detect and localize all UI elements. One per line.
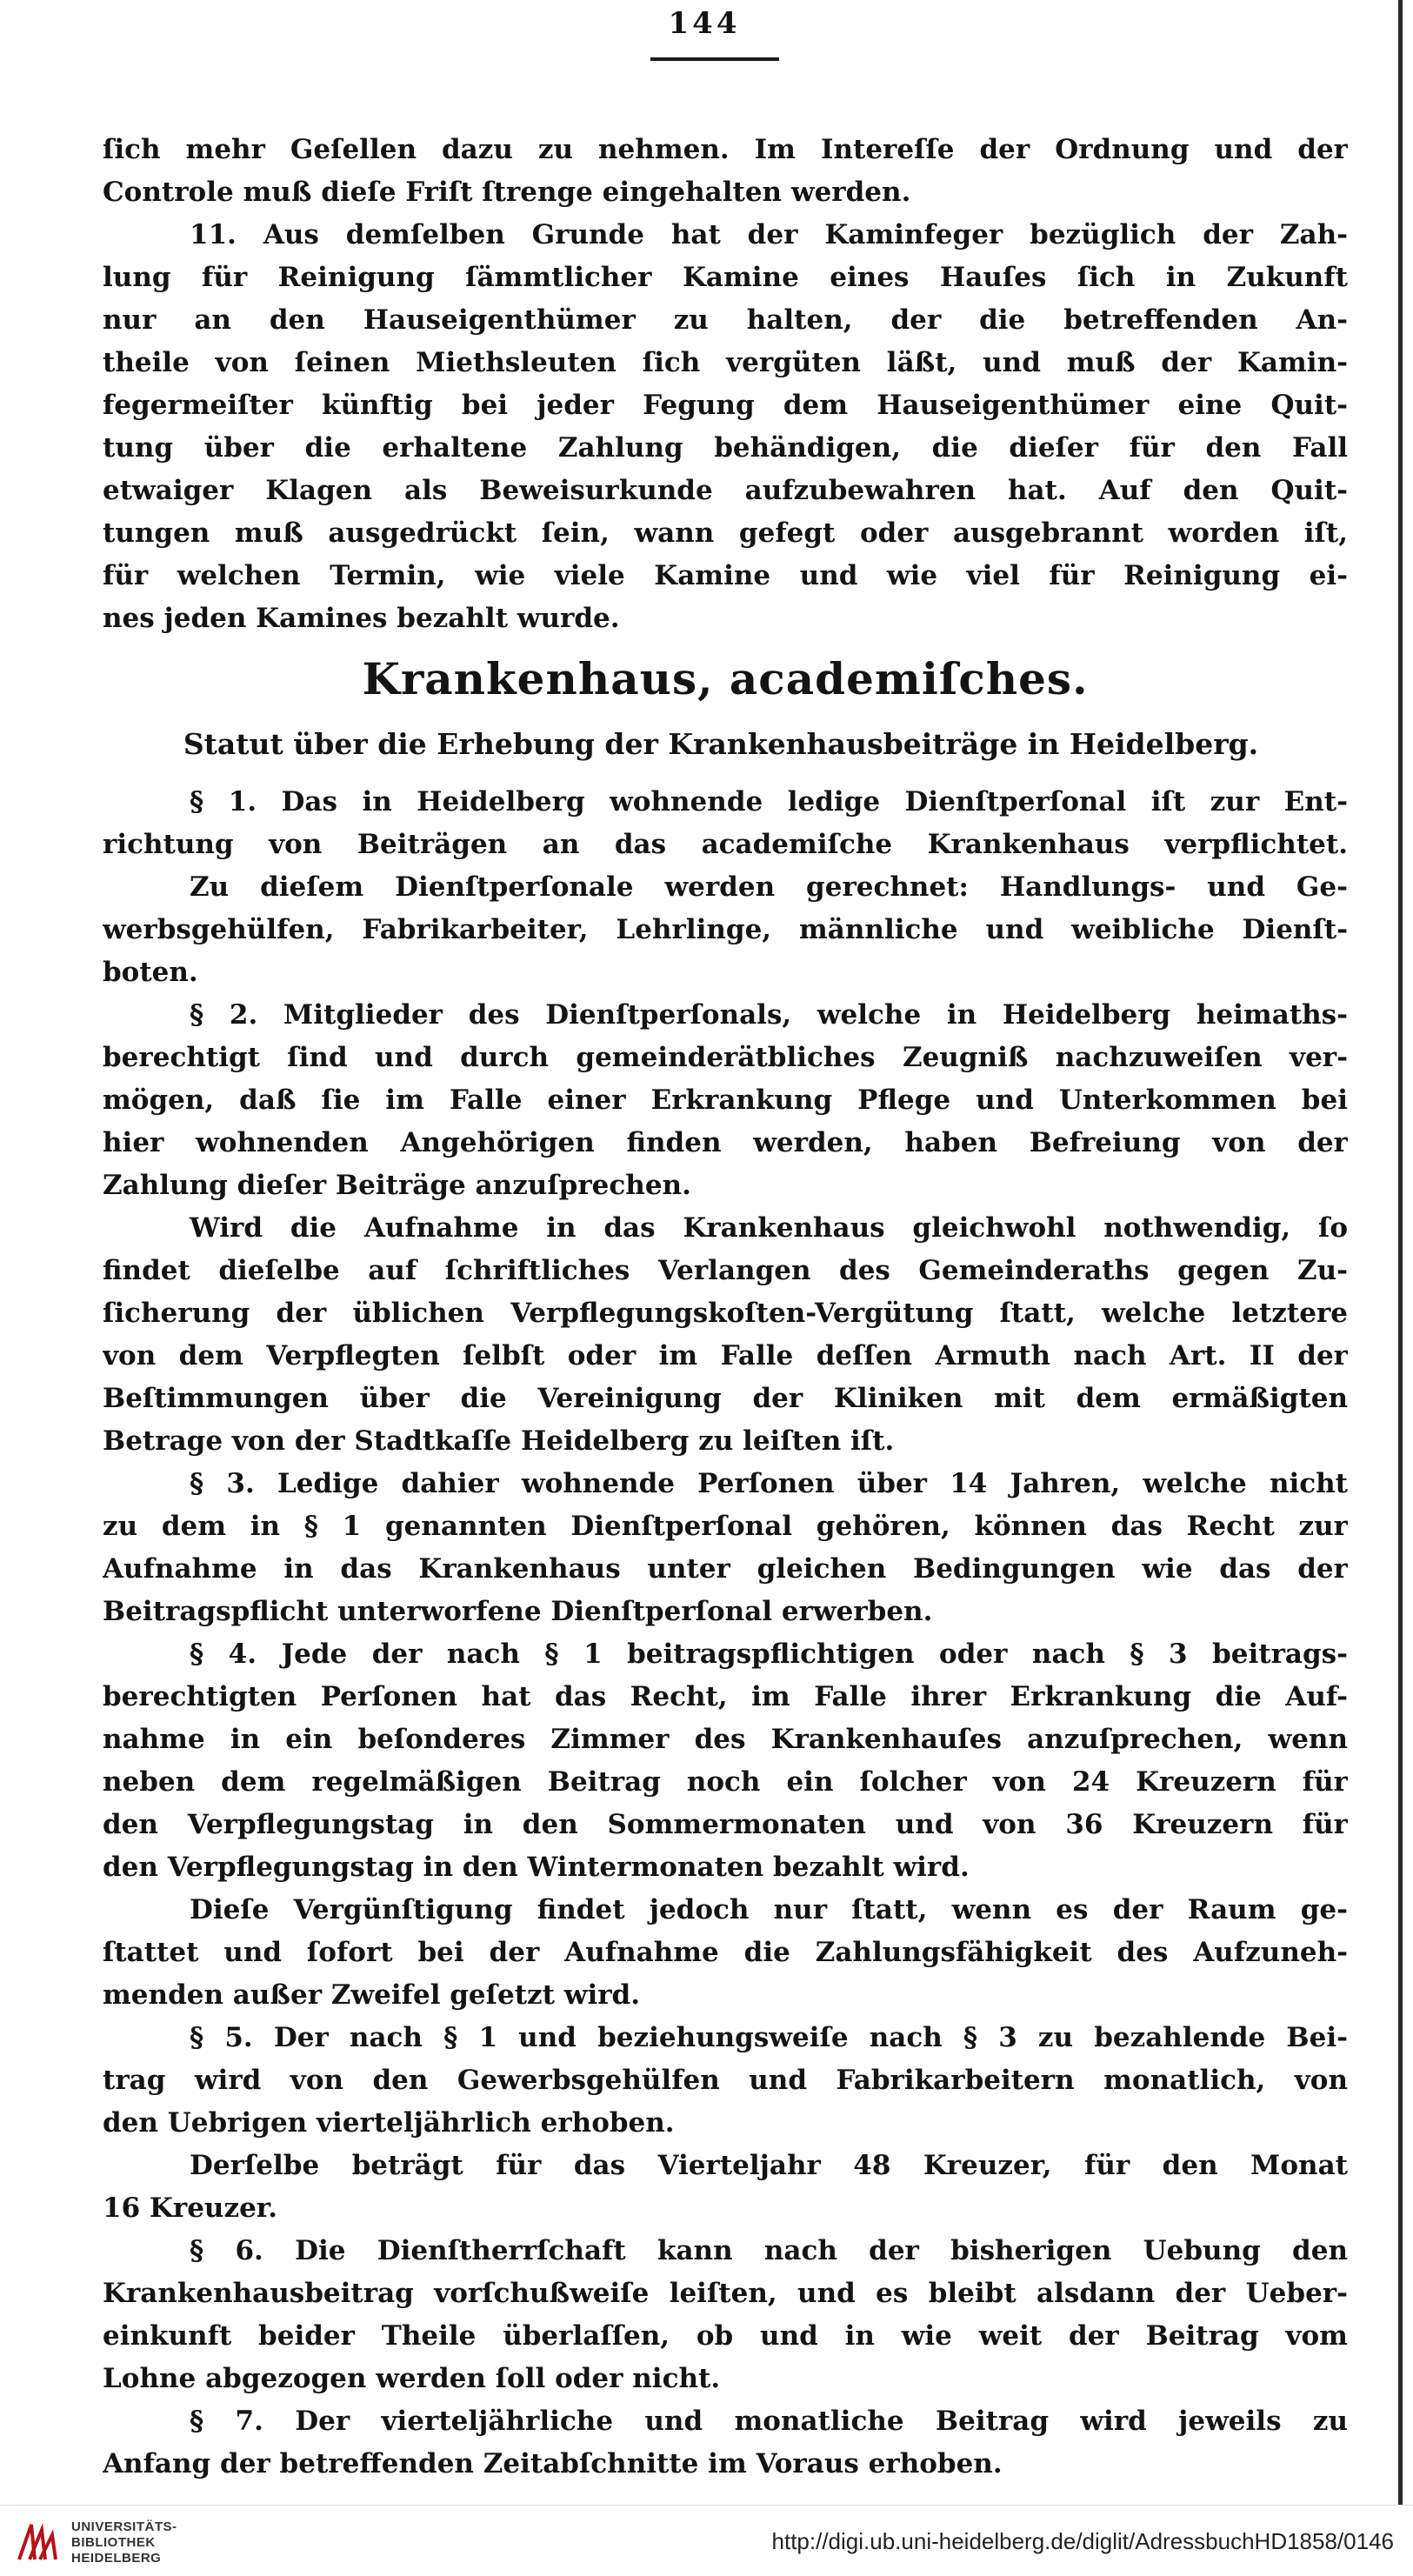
- text-line: Lohne abgezogen werden ſoll oder nicht.: [103, 2363, 721, 2394]
- text-line: nur an den Hauseigenthümer zu halten, der die betreffenden An-: [103, 304, 1348, 336]
- text-line: Controle muß dieſe Friſt ſtrenge eingehalten werden.: [103, 177, 911, 208]
- page-edge-rule: [1398, 0, 1403, 2505]
- page-text-block: [103, 129, 1348, 2486]
- library-name-line3: HEIDELBERG: [71, 2551, 162, 2566]
- source-link[interactable]: http://digi.ub.uni-heidelberg.de/diglit/AdressbuchHD1858/0146: [771, 2528, 1394, 2554]
- text-line: boten.: [103, 957, 198, 988]
- text-line: Beſtimmungen über die Vereinigung der Kliniken mit dem ermäßigten: [103, 1383, 1348, 1414]
- text-line: einkunft beider Theile überlaſſen, ob und in wie weit der Beitrag vom: [103, 2320, 1348, 2352]
- text-line: für welchen Termin, wie viele Kamine und wie viel für Reinigung ei-: [103, 560, 1348, 591]
- text-line: menden außer Zweifel geſetzt wird.: [103, 1979, 641, 2011]
- text-line: § 3. Ledige dahier wohnende Perſonen über 14 Jahren, welche nicht: [190, 1468, 1348, 1499]
- text-line: Aufnahme in das Krankenhaus unter gleichen Bedingungen wie das der: [103, 1553, 1348, 1585]
- page-number: 144: [668, 6, 741, 41]
- text-line: den Uebrigen vierteljährlich erhoben.: [103, 2107, 675, 2139]
- text-line: etwaiger Klagen als Beweisurkunde aufzubewahren hat. Auf den Quit-: [103, 475, 1348, 506]
- text-line: Anfang der betreffenden Zeitabſchnitte im Voraus erhoben.: [103, 2448, 1003, 2479]
- text-line: fegermeiſter künftig bei jeder Fegung dem Hauseigenthümer eine Quit-: [103, 390, 1348, 421]
- section-subheading: Statut über die Erhebung der Krankenhausbeiträge in Heidelberg.: [183, 727, 1259, 761]
- library-name-line1: UNIVERSITÄTS-: [71, 2519, 177, 2534]
- viewer-footer: [0, 2505, 1413, 2576]
- text-line: Zu dieſem Dienſtperſonale werden gerechnet: Handlungs- und Ge-: [190, 871, 1348, 903]
- text-line: neben dem regelmäßigen Beitrag noch ein ſolcher von 24 Kreuzern für: [103, 1766, 1348, 1798]
- text-line: berechtigten Perſonen hat das Recht, im Falle ihrer Erkrankung die Auf-: [103, 1681, 1348, 1712]
- text-line: nahme in ein beſonderes Zimmer des Krankenhauſes anzuſprechen, wenn: [103, 1724, 1348, 1755]
- text-line: den Verpflegungstag in den Wintermonaten bezahlt wird.: [103, 1852, 970, 1883]
- text-line: nes jeden Kamines bezahlt wurde.: [103, 603, 620, 634]
- spacer: [103, 771, 1348, 781]
- text-line: 11. Aus demſelben Grunde hat der Kaminfeger bezüglich der Zah-: [190, 219, 1348, 250]
- text-line: Wird die Aufnahme in das Krankenhaus gleichwohl nothwendig, ſo: [190, 1212, 1348, 1244]
- text-line: den Verpflegungstag in den Sommermonaten und von 36 Kreuzern für: [103, 1809, 1348, 1840]
- text-line: § 4. Jede der nach § 1 beitragspflichtigen oder nach § 3 beitrags-: [190, 1638, 1348, 1670]
- text-line: Betrage von der Stadtkaſſe Heidelberg zu leiſten iſt.: [103, 1425, 895, 1457]
- text-line: werbsgehülfen, Fabrikarbeiter, Lehrlinge, männliche und weibliche Dienſt-: [103, 914, 1348, 945]
- text-line: Dieſe Vergünſtigung findet jedoch nur ſtatt, wenn es der Raum ge-: [190, 1894, 1348, 1925]
- text-line: hier wohnenden Angehörigen finden werden, haben Befreiung von der: [103, 1127, 1348, 1158]
- section-heading: Krankenhaus, academiſches.: [362, 653, 1089, 704]
- text-line: 16 Kreuzer.: [103, 2192, 278, 2224]
- library-logo-icon: [14, 2518, 61, 2565]
- text-line: ſtattet und ſofort bei der Aufnahme die Zahlungsfähigkeit des Aufzuneh-: [103, 1937, 1348, 1968]
- text-line: Derſelbe beträgt für das Vierteljahr 48 Kreuzer, für den Monat: [190, 2150, 1348, 2181]
- text-line: § 2. Mitglieder des Dienſtperſonals, welche in Heidelberg heimaths-: [190, 999, 1348, 1031]
- text-line: Beitragspflicht unterworfene Dienſtperſonal erwerben.: [103, 1596, 933, 1627]
- logo-strokes: [19, 2525, 56, 2559]
- text-line: lung für Reinigung ſämmtlicher Kamine eines Hauſes ſich in Zukunft: [103, 262, 1348, 293]
- text-line: § 1. Das in Heidelberg wohnende ledige Dienſtperſonal iſt zur Ent-: [190, 786, 1348, 818]
- text-line: Krankenhausbeitrag vorſchußweiſe leiſten, und es bleibt alsdann der Ueber-: [103, 2278, 1348, 2309]
- library-name-line2: BIBLIOTHEK: [71, 2535, 156, 2550]
- text-line: berechtigt ſind und durch gemeinderätbliches Zeugniß nachzuweiſen ver-: [103, 1042, 1348, 1073]
- text-line: § 6. Die Dienſtherrſchaft kann nach der bisherigen Uebung den: [190, 2235, 1348, 2266]
- text-line: tungen muß ausgedrückt ſein, wann gefegt oder ausgebrannt worden iſt,: [103, 517, 1348, 549]
- text-line: Zahlung dieſer Beiträge anzuſprechen.: [103, 1170, 691, 1201]
- text-line: theile von ſeinen Miethsleuten ſich vergüten läßt, und muß der Kamin-: [103, 347, 1348, 378]
- text-line: § 5. Der nach § 1 und beziehungsweiſe nach § 3 zu bezahlende Bei-: [190, 2022, 1348, 2053]
- text-line: tung über die erhaltene Zahlung behändigen, die dieſer für den Fall: [103, 432, 1348, 464]
- page-number-rule: [650, 57, 779, 61]
- text-line: zu dem in § 1 genannten Dienſtperſonal gehören, können das Recht zur: [103, 1511, 1348, 1542]
- text-line: mögen, daß ſie im Falle einer Erkrankung Pflege und Unterkommen bei: [103, 1084, 1348, 1116]
- text-line: findet dieſelbe auf ſchriftliches Verlangen des Gemeinderaths gegen Zu-: [103, 1255, 1348, 1286]
- text-line: ſicherung der üblichen Verpflegungskoſten-Vergütung ſtatt, welche letztere: [103, 1298, 1348, 1329]
- text-line: ſich mehr Geſellen dazu zu nehmen. Im Intereſſe der Ordnung und der: [103, 134, 1348, 165]
- text-line: von dem Verpflegten ſelbſt oder im Falle deſſen Armuth nach Art. II der: [103, 1340, 1348, 1371]
- text-line: richtung von Beiträgen an das academiſche Krankenhaus verpflichtet.: [103, 829, 1348, 860]
- text-line: trag wird von den Gewerbsgehülfen und Fabrikarbeitern monatlich, von: [103, 2065, 1348, 2096]
- text-line: § 7. Der vierteljährliche und monatliche Beitrag wird jeweils zu: [190, 2406, 1348, 2437]
